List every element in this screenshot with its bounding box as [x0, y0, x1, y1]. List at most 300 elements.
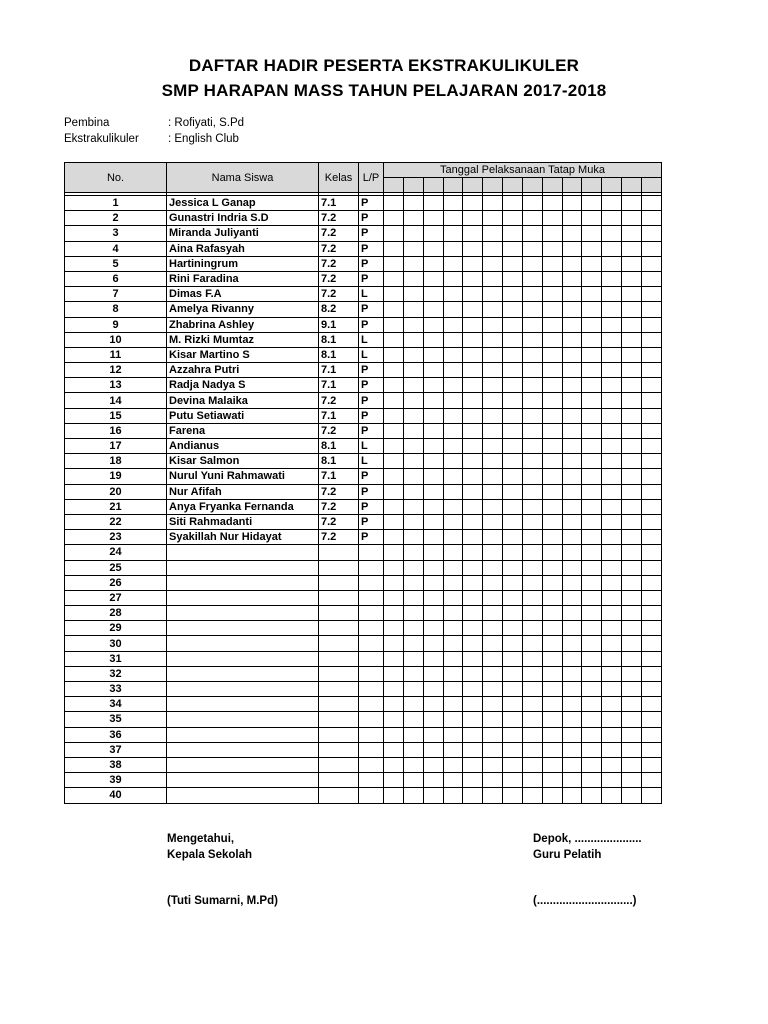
- attendance-cell[interactable]: [602, 423, 622, 438]
- attendance-cell[interactable]: [622, 606, 642, 621]
- attendance-cell[interactable]: [483, 287, 503, 302]
- attendance-cell[interactable]: [562, 226, 582, 241]
- attendance-cell[interactable]: [562, 530, 582, 545]
- attendance-cell[interactable]: [403, 226, 423, 241]
- attendance-cell[interactable]: [443, 332, 463, 347]
- attendance-cell[interactable]: [423, 196, 443, 211]
- attendance-cell[interactable]: [423, 636, 443, 651]
- attendance-cell[interactable]: [483, 742, 503, 757]
- attendance-cell[interactable]: [443, 393, 463, 408]
- attendance-cell[interactable]: [503, 757, 523, 772]
- attendance-cell[interactable]: [522, 332, 542, 347]
- attendance-cell[interactable]: [403, 423, 423, 438]
- attendance-cell[interactable]: [403, 560, 423, 575]
- attendance-cell[interactable]: [463, 788, 483, 803]
- attendance-cell[interactable]: [483, 211, 503, 226]
- attendance-cell[interactable]: [622, 378, 642, 393]
- attendance-cell[interactable]: [602, 682, 622, 697]
- attendance-cell[interactable]: [384, 484, 404, 499]
- attendance-cell[interactable]: [423, 454, 443, 469]
- attendance-cell[interactable]: [522, 469, 542, 484]
- attendance-cell[interactable]: [423, 697, 443, 712]
- attendance-cell[interactable]: [542, 241, 562, 256]
- attendance-cell[interactable]: [443, 499, 463, 514]
- attendance-cell[interactable]: [463, 742, 483, 757]
- attendance-cell[interactable]: [582, 302, 602, 317]
- attendance-cell[interactable]: [641, 575, 661, 590]
- attendance-cell[interactable]: [622, 408, 642, 423]
- attendance-cell[interactable]: [443, 439, 463, 454]
- attendance-cell[interactable]: [384, 636, 404, 651]
- attendance-cell[interactable]: [403, 196, 423, 211]
- attendance-cell[interactable]: [483, 423, 503, 438]
- attendance-cell[interactable]: [423, 241, 443, 256]
- attendance-cell[interactable]: [384, 332, 404, 347]
- attendance-cell[interactable]: [562, 514, 582, 529]
- attendance-cell[interactable]: [542, 545, 562, 560]
- attendance-cell[interactable]: [562, 773, 582, 788]
- attendance-cell[interactable]: [483, 682, 503, 697]
- attendance-cell[interactable]: [403, 727, 423, 742]
- attendance-cell[interactable]: [602, 211, 622, 226]
- attendance-cell[interactable]: [582, 742, 602, 757]
- attendance-cell[interactable]: [582, 363, 602, 378]
- attendance-cell[interactable]: [542, 211, 562, 226]
- attendance-cell[interactable]: [403, 317, 423, 332]
- attendance-cell[interactable]: [582, 606, 602, 621]
- attendance-cell[interactable]: [622, 256, 642, 271]
- attendance-cell[interactable]: [582, 196, 602, 211]
- attendance-cell[interactable]: [582, 211, 602, 226]
- attendance-cell[interactable]: [641, 408, 661, 423]
- attendance-cell[interactable]: [562, 757, 582, 772]
- attendance-cell[interactable]: [483, 241, 503, 256]
- attendance-cell[interactable]: [503, 454, 523, 469]
- attendance-cell[interactable]: [542, 757, 562, 772]
- attendance-cell[interactable]: [622, 575, 642, 590]
- attendance-cell[interactable]: [463, 211, 483, 226]
- attendance-cell[interactable]: [622, 241, 642, 256]
- attendance-cell[interactable]: [423, 287, 443, 302]
- attendance-cell[interactable]: [423, 423, 443, 438]
- attendance-cell[interactable]: [522, 439, 542, 454]
- attendance-cell[interactable]: [641, 545, 661, 560]
- attendance-cell[interactable]: [483, 666, 503, 681]
- attendance-cell[interactable]: [403, 287, 423, 302]
- attendance-cell[interactable]: [384, 651, 404, 666]
- attendance-cell[interactable]: [602, 287, 622, 302]
- attendance-cell[interactable]: [503, 287, 523, 302]
- attendance-cell[interactable]: [622, 211, 642, 226]
- attendance-cell[interactable]: [641, 226, 661, 241]
- attendance-cell[interactable]: [522, 666, 542, 681]
- attendance-cell[interactable]: [463, 469, 483, 484]
- attendance-cell[interactable]: [582, 484, 602, 499]
- attendance-cell[interactable]: [503, 636, 523, 651]
- attendance-cell[interactable]: [641, 514, 661, 529]
- attendance-cell[interactable]: [503, 773, 523, 788]
- attendance-cell[interactable]: [463, 773, 483, 788]
- attendance-cell[interactable]: [562, 393, 582, 408]
- attendance-cell[interactable]: [463, 226, 483, 241]
- attendance-cell[interactable]: [641, 727, 661, 742]
- attendance-cell[interactable]: [622, 621, 642, 636]
- attendance-cell[interactable]: [522, 682, 542, 697]
- attendance-cell[interactable]: [384, 454, 404, 469]
- attendance-cell[interactable]: [403, 484, 423, 499]
- attendance-cell[interactable]: [384, 742, 404, 757]
- attendance-cell[interactable]: [463, 317, 483, 332]
- attendance-cell[interactable]: [483, 514, 503, 529]
- attendance-cell[interactable]: [463, 408, 483, 423]
- attendance-cell[interactable]: [602, 317, 622, 332]
- attendance-cell[interactable]: [602, 757, 622, 772]
- attendance-cell[interactable]: [483, 697, 503, 712]
- attendance-cell[interactable]: [562, 727, 582, 742]
- attendance-cell[interactable]: [463, 621, 483, 636]
- attendance-cell[interactable]: [463, 545, 483, 560]
- attendance-cell[interactable]: [423, 211, 443, 226]
- attendance-cell[interactable]: [622, 196, 642, 211]
- attendance-cell[interactable]: [562, 332, 582, 347]
- attendance-cell[interactable]: [522, 499, 542, 514]
- attendance-cell[interactable]: [622, 666, 642, 681]
- attendance-cell[interactable]: [403, 712, 423, 727]
- attendance-cell[interactable]: [483, 439, 503, 454]
- attendance-cell[interactable]: [463, 606, 483, 621]
- attendance-cell[interactable]: [443, 636, 463, 651]
- attendance-cell[interactable]: [463, 241, 483, 256]
- attendance-cell[interactable]: [463, 454, 483, 469]
- attendance-cell[interactable]: [602, 499, 622, 514]
- attendance-cell[interactable]: [622, 530, 642, 545]
- attendance-cell[interactable]: [562, 439, 582, 454]
- attendance-cell[interactable]: [562, 590, 582, 605]
- attendance-cell[interactable]: [403, 332, 423, 347]
- attendance-cell[interactable]: [503, 196, 523, 211]
- attendance-cell[interactable]: [562, 742, 582, 757]
- attendance-cell[interactable]: [443, 530, 463, 545]
- attendance-cell[interactable]: [463, 271, 483, 286]
- attendance-cell[interactable]: [641, 606, 661, 621]
- attendance-cell[interactable]: [622, 393, 642, 408]
- attendance-cell[interactable]: [403, 530, 423, 545]
- attendance-cell[interactable]: [403, 271, 423, 286]
- attendance-cell[interactable]: [384, 378, 404, 393]
- attendance-cell[interactable]: [622, 226, 642, 241]
- attendance-cell[interactable]: [423, 469, 443, 484]
- attendance-cell[interactable]: [641, 484, 661, 499]
- attendance-cell[interactable]: [582, 636, 602, 651]
- attendance-cell[interactable]: [423, 363, 443, 378]
- attendance-cell[interactable]: [641, 211, 661, 226]
- attendance-cell[interactable]: [503, 226, 523, 241]
- attendance-cell[interactable]: [403, 393, 423, 408]
- attendance-cell[interactable]: [503, 393, 523, 408]
- attendance-cell[interactable]: [522, 287, 542, 302]
- attendance-cell[interactable]: [503, 469, 523, 484]
- attendance-cell[interactable]: [443, 773, 463, 788]
- attendance-cell[interactable]: [582, 727, 602, 742]
- attendance-cell[interactable]: [483, 378, 503, 393]
- attendance-cell[interactable]: [641, 241, 661, 256]
- attendance-cell[interactable]: [483, 530, 503, 545]
- attendance-cell[interactable]: [582, 682, 602, 697]
- attendance-cell[interactable]: [403, 302, 423, 317]
- attendance-cell[interactable]: [403, 773, 423, 788]
- attendance-cell[interactable]: [403, 697, 423, 712]
- attendance-cell[interactable]: [443, 408, 463, 423]
- attendance-cell[interactable]: [622, 454, 642, 469]
- attendance-cell[interactable]: [602, 727, 622, 742]
- attendance-cell[interactable]: [582, 271, 602, 286]
- attendance-cell[interactable]: [403, 757, 423, 772]
- attendance-cell[interactable]: [562, 378, 582, 393]
- attendance-cell[interactable]: [384, 514, 404, 529]
- attendance-cell[interactable]: [522, 590, 542, 605]
- attendance-cell[interactable]: [562, 271, 582, 286]
- attendance-cell[interactable]: [542, 651, 562, 666]
- attendance-cell[interactable]: [542, 606, 562, 621]
- attendance-cell[interactable]: [562, 317, 582, 332]
- attendance-cell[interactable]: [582, 317, 602, 332]
- attendance-cell[interactable]: [542, 469, 562, 484]
- attendance-cell[interactable]: [443, 621, 463, 636]
- attendance-cell[interactable]: [403, 606, 423, 621]
- attendance-cell[interactable]: [463, 393, 483, 408]
- attendance-cell[interactable]: [384, 773, 404, 788]
- attendance-cell[interactable]: [423, 408, 443, 423]
- attendance-cell[interactable]: [443, 378, 463, 393]
- attendance-cell[interactable]: [622, 788, 642, 803]
- attendance-cell[interactable]: [423, 514, 443, 529]
- attendance-cell[interactable]: [503, 788, 523, 803]
- attendance-cell[interactable]: [423, 682, 443, 697]
- attendance-cell[interactable]: [562, 621, 582, 636]
- attendance-cell[interactable]: [384, 393, 404, 408]
- attendance-cell[interactable]: [423, 621, 443, 636]
- attendance-cell[interactable]: [542, 727, 562, 742]
- attendance-cell[interactable]: [602, 590, 622, 605]
- attendance-cell[interactable]: [582, 439, 602, 454]
- attendance-cell[interactable]: [602, 530, 622, 545]
- attendance-cell[interactable]: [542, 454, 562, 469]
- attendance-cell[interactable]: [503, 332, 523, 347]
- attendance-cell[interactable]: [443, 575, 463, 590]
- attendance-cell[interactable]: [562, 697, 582, 712]
- attendance-cell[interactable]: [622, 302, 642, 317]
- attendance-cell[interactable]: [522, 697, 542, 712]
- attendance-cell[interactable]: [503, 499, 523, 514]
- attendance-cell[interactable]: [562, 454, 582, 469]
- attendance-cell[interactable]: [542, 773, 562, 788]
- attendance-cell[interactable]: [582, 712, 602, 727]
- attendance-cell[interactable]: [542, 287, 562, 302]
- attendance-cell[interactable]: [542, 271, 562, 286]
- attendance-cell[interactable]: [582, 757, 602, 772]
- attendance-cell[interactable]: [542, 742, 562, 757]
- attendance-cell[interactable]: [503, 590, 523, 605]
- attendance-cell[interactable]: [562, 408, 582, 423]
- attendance-cell[interactable]: [503, 514, 523, 529]
- attendance-cell[interactable]: [641, 788, 661, 803]
- attendance-cell[interactable]: [384, 241, 404, 256]
- attendance-cell[interactable]: [384, 682, 404, 697]
- attendance-cell[interactable]: [522, 484, 542, 499]
- attendance-cell[interactable]: [384, 621, 404, 636]
- attendance-cell[interactable]: [602, 697, 622, 712]
- attendance-cell[interactable]: [602, 788, 622, 803]
- attendance-cell[interactable]: [522, 241, 542, 256]
- attendance-cell[interactable]: [542, 514, 562, 529]
- attendance-cell[interactable]: [562, 347, 582, 362]
- attendance-cell[interactable]: [423, 332, 443, 347]
- attendance-cell[interactable]: [562, 469, 582, 484]
- attendance-cell[interactable]: [522, 363, 542, 378]
- attendance-cell[interactable]: [602, 621, 622, 636]
- attendance-cell[interactable]: [542, 439, 562, 454]
- attendance-cell[interactable]: [483, 393, 503, 408]
- attendance-cell[interactable]: [602, 378, 622, 393]
- attendance-cell[interactable]: [503, 742, 523, 757]
- attendance-cell[interactable]: [641, 454, 661, 469]
- attendance-cell[interactable]: [483, 575, 503, 590]
- attendance-cell[interactable]: [582, 454, 602, 469]
- attendance-cell[interactable]: [463, 287, 483, 302]
- attendance-cell[interactable]: [582, 287, 602, 302]
- attendance-cell[interactable]: [503, 408, 523, 423]
- attendance-cell[interactable]: [423, 788, 443, 803]
- attendance-cell[interactable]: [562, 560, 582, 575]
- attendance-cell[interactable]: [384, 363, 404, 378]
- attendance-cell[interactable]: [641, 332, 661, 347]
- attendance-cell[interactable]: [582, 666, 602, 681]
- attendance-cell[interactable]: [384, 560, 404, 575]
- attendance-cell[interactable]: [403, 621, 423, 636]
- attendance-cell[interactable]: [384, 256, 404, 271]
- attendance-cell[interactable]: [602, 469, 622, 484]
- attendance-cell[interactable]: [582, 697, 602, 712]
- attendance-cell[interactable]: [483, 773, 503, 788]
- attendance-cell[interactable]: [503, 666, 523, 681]
- attendance-cell[interactable]: [522, 378, 542, 393]
- attendance-cell[interactable]: [463, 423, 483, 438]
- attendance-cell[interactable]: [463, 196, 483, 211]
- attendance-cell[interactable]: [503, 241, 523, 256]
- attendance-cell[interactable]: [503, 712, 523, 727]
- attendance-cell[interactable]: [522, 271, 542, 286]
- attendance-cell[interactable]: [602, 666, 622, 681]
- attendance-cell[interactable]: [423, 347, 443, 362]
- attendance-cell[interactable]: [641, 682, 661, 697]
- attendance-cell[interactable]: [423, 590, 443, 605]
- attendance-cell[interactable]: [384, 439, 404, 454]
- attendance-cell[interactable]: [582, 469, 602, 484]
- attendance-cell[interactable]: [542, 788, 562, 803]
- attendance-cell[interactable]: [483, 196, 503, 211]
- attendance-cell[interactable]: [483, 651, 503, 666]
- attendance-cell[interactable]: [562, 423, 582, 438]
- attendance-cell[interactable]: [641, 378, 661, 393]
- attendance-cell[interactable]: [522, 651, 542, 666]
- attendance-cell[interactable]: [503, 606, 523, 621]
- attendance-cell[interactable]: [403, 651, 423, 666]
- attendance-cell[interactable]: [463, 484, 483, 499]
- attendance-cell[interactable]: [503, 439, 523, 454]
- attendance-cell[interactable]: [522, 347, 542, 362]
- attendance-cell[interactable]: [641, 499, 661, 514]
- attendance-cell[interactable]: [582, 378, 602, 393]
- attendance-cell[interactable]: [542, 363, 562, 378]
- attendance-cell[interactable]: [602, 606, 622, 621]
- attendance-cell[interactable]: [622, 332, 642, 347]
- attendance-cell[interactable]: [483, 606, 503, 621]
- attendance-cell[interactable]: [483, 226, 503, 241]
- attendance-cell[interactable]: [641, 317, 661, 332]
- attendance-cell[interactable]: [403, 439, 423, 454]
- attendance-cell[interactable]: [384, 211, 404, 226]
- attendance-cell[interactable]: [403, 788, 423, 803]
- attendance-cell[interactable]: [522, 560, 542, 575]
- attendance-cell[interactable]: [562, 302, 582, 317]
- attendance-cell[interactable]: [542, 332, 562, 347]
- attendance-cell[interactable]: [641, 590, 661, 605]
- attendance-cell[interactable]: [562, 636, 582, 651]
- attendance-cell[interactable]: [483, 408, 503, 423]
- attendance-cell[interactable]: [403, 241, 423, 256]
- attendance-cell[interactable]: [384, 727, 404, 742]
- attendance-cell[interactable]: [423, 651, 443, 666]
- attendance-cell[interactable]: [403, 378, 423, 393]
- attendance-cell[interactable]: [641, 757, 661, 772]
- attendance-cell[interactable]: [622, 469, 642, 484]
- attendance-cell[interactable]: [602, 393, 622, 408]
- attendance-cell[interactable]: [542, 530, 562, 545]
- attendance-cell[interactable]: [463, 256, 483, 271]
- attendance-cell[interactable]: [483, 317, 503, 332]
- attendance-cell[interactable]: [542, 666, 562, 681]
- attendance-cell[interactable]: [582, 530, 602, 545]
- attendance-cell[interactable]: [463, 651, 483, 666]
- attendance-cell[interactable]: [602, 408, 622, 423]
- attendance-cell[interactable]: [602, 651, 622, 666]
- attendance-cell[interactable]: [562, 287, 582, 302]
- attendance-cell[interactable]: [622, 287, 642, 302]
- attendance-cell[interactable]: [622, 484, 642, 499]
- attendance-cell[interactable]: [602, 514, 622, 529]
- attendance-cell[interactable]: [483, 256, 503, 271]
- attendance-cell[interactable]: [443, 712, 463, 727]
- attendance-cell[interactable]: [522, 408, 542, 423]
- attendance-cell[interactable]: [423, 727, 443, 742]
- attendance-cell[interactable]: [641, 651, 661, 666]
- attendance-cell[interactable]: [641, 712, 661, 727]
- attendance-cell[interactable]: [542, 499, 562, 514]
- attendance-cell[interactable]: [522, 317, 542, 332]
- attendance-cell[interactable]: [483, 545, 503, 560]
- attendance-cell[interactable]: [423, 742, 443, 757]
- attendance-cell[interactable]: [522, 530, 542, 545]
- attendance-cell[interactable]: [403, 590, 423, 605]
- attendance-cell[interactable]: [582, 575, 602, 590]
- attendance-cell[interactable]: [384, 530, 404, 545]
- attendance-cell[interactable]: [622, 757, 642, 772]
- attendance-cell[interactable]: [641, 530, 661, 545]
- attendance-cell[interactable]: [582, 332, 602, 347]
- attendance-cell[interactable]: [443, 742, 463, 757]
- attendance-cell[interactable]: [641, 347, 661, 362]
- attendance-cell[interactable]: [542, 408, 562, 423]
